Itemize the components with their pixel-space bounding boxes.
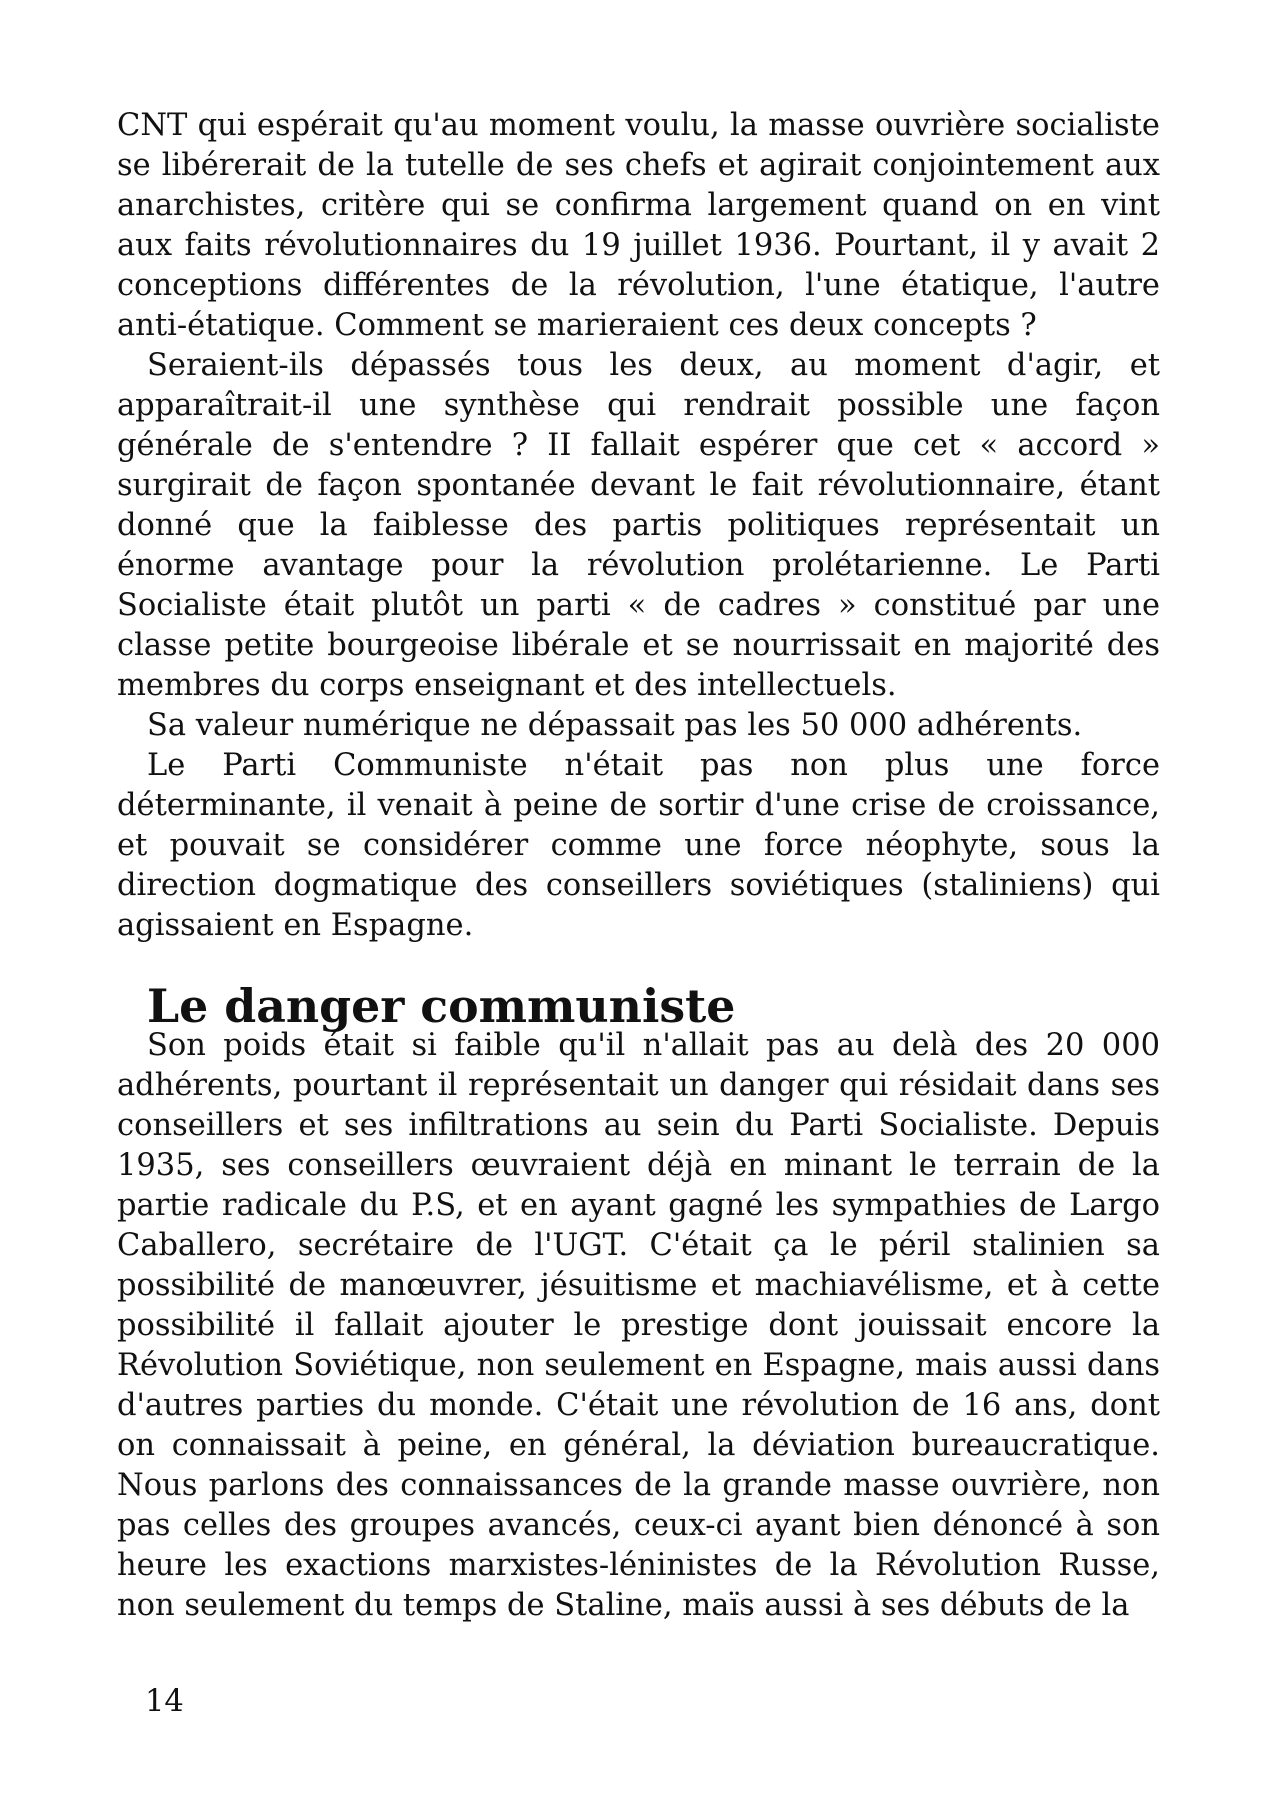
paragraph-cnt-hopes: CNT qui espérait qu'au moment voulu, la masse ouvrière socialiste se libérerait de la tutelle de ses chefs et agirait conjointement aux anarchistes, critère qui se confirma largement quand on en vint aux faits révolutionnaires du 19 juillet 1936. Pourtant, il y avait 2 conceptions différentes de la révolution, l'une étatique, l'autre anti-étatique. Comment se marieraient ces deux concepts ? — [117, 108, 1160, 343]
paragraph-numeric-value: Sa valeur numérique ne dépassait pas les 50 000 adhérents. — [147, 708, 1083, 743]
paragraph-synthesis: Seraient-ils dépassés tous les deux, au moment d'agir, et apparaîtrait-il une synthèse qui rendrait possible une façon générale de s'entendre ? II fallait espérer que cet « accord » surgirait de façon spontanée devant le fait révolutionnaire, étant donné que la faiblesse des partis politiques représentait un énorme avantage pour la révolution prolétarienne. Le Parti Socialiste était plutôt un parti « de cadres » constitué par une classe petite bourgeoise libérale et se nourrissait en majorité des membres du corps enseignant et des intellectuels. — [117, 348, 1160, 703]
paragraph-communist-party: Le Parti Communiste n'était pas non plus une force déterminante, il venait à peine de sortir d'une crise de croissance, et pouvait se considérer comme une force néophyte, sous la direction dogmatique des conseillers soviétiques (staliniens) qui agissaient en Espagne. — [117, 748, 1160, 943]
page-body — [117, 106, 1160, 1626]
section-heading: Le danger communiste — [147, 979, 736, 1033]
page-number: 14 — [145, 1684, 184, 1719]
paragraph-communist-danger: Son poids était si faible qu'il n'allait pas au delà des 20 000 adhérents, pourtant il représentait un danger qui résidait dans ses conseillers et ses infiltrations au sein du Parti Socialiste. Depuis 1935, ses conseillers œuvraient déjà en minant le terrain de la partie radicale du P.S, et en ayant gagné les sympathies de Largo Caballero, secrétaire de l'UGT. C'était ça le péril stalinien sa possibilité de manœuvrer, jésuitisme et machiavélisme, et à cette possibilité il fallait ajouter le prestige dont jouissait encore la Révolution Soviétique, non seulement en Espagne, mais aussi dans d'autres parties du monde. C'était une révolution de 16 ans, dont on connaissait à peine, en général, la déviation bureaucratique. Nous parlons des connaissances de la grande masse ouvrière, non pas celles des groupes avancés, ceux-ci ayant bien dénoncé à son heure les exactions marxistes-léninistes de la Révolution Russe, non seulement du temps de Staline, maïs aussi à ses débuts de la — [117, 1028, 1160, 1623]
